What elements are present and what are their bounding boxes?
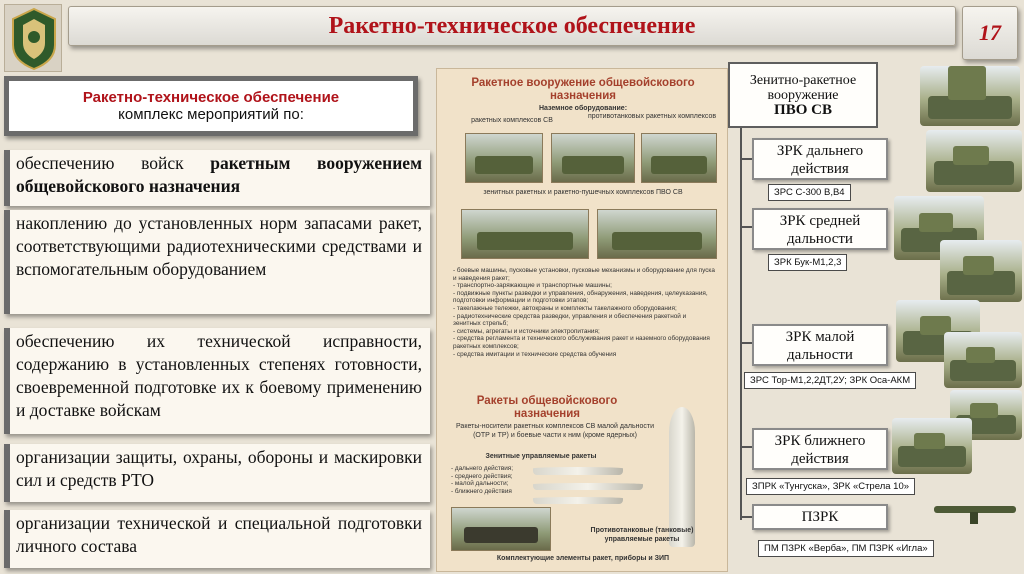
- group-label-close-range: ЗПРК «Тунгуска», ЗРК «Стрела 10»: [746, 478, 915, 495]
- group-title-manpads: ПЗРК: [752, 504, 888, 530]
- group-label-manpads: ПМ ПЗРК «Верба», ПМ ПЗРК «Игла»: [758, 540, 934, 557]
- poster-heading-1: Ракетное вооружение общевойскового назначения: [471, 77, 695, 102]
- air-defense-header-line2: ПВО СВ: [774, 101, 832, 118]
- group-title-long-range: ЗРК дальнего действия: [752, 138, 888, 180]
- group-label-short-range: ЗРС Тор-М1,2,2ДТ,2У; ЗРК Оса-АКМ: [744, 372, 916, 389]
- info-poster: [436, 68, 728, 572]
- page-number: 17: [979, 20, 1001, 45]
- item-box-1: [4, 150, 430, 206]
- poster-zur-item: - дальнего действия;: [451, 465, 514, 472]
- poster-antitank-caption: Противотанковые (танковые) управляемые ракеты: [590, 527, 694, 543]
- photo-bmp: [551, 133, 635, 183]
- intro-title: Ракетно-техническое обеспечение: [82, 89, 340, 106]
- group-label-medium-range: ЗРК Бук-М1,2,3: [768, 254, 847, 271]
- item-bold-1: ракетным вооружением общевойскового назначения: [16, 153, 422, 196]
- group-title-close-range: ЗРК ближнего действия: [752, 428, 888, 470]
- photo-osa: [944, 332, 1022, 388]
- poster-list-item: - такелажные тележки, автокраны и комплекты такелажного оборудования;: [453, 304, 677, 312]
- poster-rockets-text: Ракеты-носители ракетных комплексов СВ малой дальности (ОТР и ТР) и боевые части к ним (кроме ядерных): [456, 423, 654, 439]
- poster-footer: Комплектующие элементы ракет, приборы и ЗИП: [496, 555, 670, 562]
- poster-left-caption: ракетных комплексов СВ: [471, 117, 553, 124]
- photo-pantsir: [597, 209, 717, 259]
- poster-zur-title: Зенитные управляемые ракеты: [485, 453, 597, 460]
- ballistic-missile-image: [669, 407, 695, 547]
- item-box-2: [4, 210, 430, 314]
- missile-image: [533, 467, 623, 475]
- page-number-box: [962, 6, 1018, 60]
- photo-s300-launcher: [926, 130, 1022, 192]
- poster-list-item: - системы, агрегаты и источники электропитания;: [453, 327, 600, 335]
- air-defense-header: [728, 62, 878, 128]
- poster-right-caption: противотанковых ракетных комплексов: [587, 113, 717, 120]
- poster-list-item: - подвижные пункты разведки и управления, обнаружения, наведения, целеуказания, подготовки информации и подготовки этапов;: [453, 289, 708, 305]
- intro-subtitle: комплекс мероприятий по:: [118, 106, 304, 123]
- emblem-logo: [4, 4, 62, 72]
- poster-equipment-list: [453, 267, 715, 358]
- photo-tunguska: [892, 418, 972, 474]
- poster-list-item: - радиотехнические средства разведки, управления и обеспечения ракетной и зенитных стрельб;: [453, 312, 687, 328]
- poster-list-item: - транспортно-заряжающие и транспортные машины;: [453, 282, 612, 290]
- poster-zur-list: [451, 465, 521, 495]
- photo-armored-car: [641, 133, 717, 183]
- item-box-5: [4, 510, 430, 568]
- group-title-short-range: ЗРК малой дальности: [752, 324, 888, 366]
- item-text-2: накоплению до установленных норм запасами ракет, соответствующими радиотехническими средствами и вспомогательным оборудованием: [16, 213, 422, 279]
- poster-list-item: - боевые машины, пусковые установки, пусковые механизмы и оборудование для пуска и наведения ракет;: [453, 267, 715, 282]
- item-text-4: организации защиты, охраны, обороны и маскировки сил и средств РТО: [16, 447, 422, 490]
- photo-buk-radar: [940, 240, 1022, 302]
- item-box-3: [4, 328, 430, 434]
- poster-heading-2: Ракеты общевойскового назначения: [476, 395, 618, 420]
- missile-image: [533, 483, 643, 490]
- poster-sub-1: Наземное оборудование:: [538, 105, 628, 112]
- slide-title-bar: [68, 6, 956, 46]
- poster-zur-item: - малой дальности;: [451, 480, 509, 488]
- poster-caption-2: зенитных ракетных и ракетно-пушечных комплексов ПВО СВ: [483, 189, 683, 196]
- connector-line: [740, 128, 742, 520]
- poster-zur-item: - среднего действия;: [451, 472, 513, 480]
- photo-manpads: [930, 494, 1020, 530]
- poster-list-item: - средства имитации и технические средства обучения: [453, 350, 617, 358]
- photo-s300-radar: [920, 66, 1020, 126]
- photo-rocket-launcher: [465, 133, 543, 183]
- poster-list-item: - средства регламента и технического обслуживания ракет и наземного оборудования ракетных комплексов;: [453, 335, 710, 350]
- intro-box: [4, 76, 418, 136]
- missile-image: [533, 497, 623, 504]
- air-defense-header-line1: Зенитно-ракетное вооружение: [749, 72, 857, 103]
- item-box-4: [4, 444, 430, 502]
- item-text-1: обеспечению войск: [16, 153, 211, 173]
- item-text-3: обеспечению их технической исправности, содержанию в установленных степенях готовности, своевременной подготовке их к боевому применению и доставке войскам: [16, 331, 422, 420]
- group-title-medium-range: ЗРК средней дальности: [752, 208, 888, 250]
- poster-zur-item: - ближнего действия: [451, 487, 512, 495]
- slide-title: Ракетно-техническое обеспечение: [328, 12, 696, 39]
- group-label-long-range: ЗРС С-300 В,В4: [768, 184, 851, 201]
- photo-antitank-missile: [451, 507, 551, 551]
- item-text-5: организации технической и специальной подготовки личного состава: [16, 513, 422, 556]
- photo-sam-system: [461, 209, 589, 259]
